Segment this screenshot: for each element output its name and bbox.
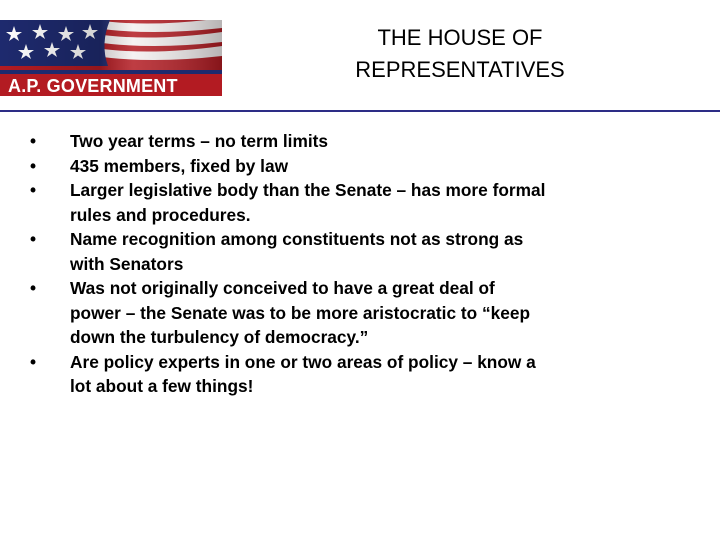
bullet-list [30, 129, 690, 399]
ap-government-banner [0, 20, 222, 96]
bullet-text: down the turbulency of democracy.” [70, 327, 369, 347]
bullet-item [30, 276, 690, 350]
slide-title-line: THE HOUSE OF [377, 25, 543, 50]
bullet-icon: • [30, 278, 37, 298]
bullet-text: Was not originally conceived to have a great deal of [70, 278, 495, 298]
bullet-icon: • [30, 351, 37, 372]
bullet-text: power – the Senate was to be more aristocratic to “keep [70, 302, 531, 323]
bullet-text: with Senators [70, 253, 184, 274]
bullet-icon: • [30, 229, 37, 249]
bullet-icon: • [30, 155, 37, 176]
bullet-text: Larger legislative body than the Senate – has more formal [70, 180, 546, 200]
bullet-icon: • [30, 131, 37, 151]
bullet-item [30, 129, 690, 154]
slide-title [300, 22, 620, 86]
bullet-text: lot about a few things! [70, 376, 254, 396]
bullet-text: Two year terms – no term limits [70, 131, 329, 151]
bullet-item [30, 178, 690, 227]
slide-title-line: REPRESENTATIVES [355, 57, 565, 82]
banner-label: A.P. GOVERNMENT [8, 76, 178, 96]
bullet-item [30, 350, 690, 399]
bullet-item [30, 227, 690, 276]
bullet-text: Are policy experts in one or two areas of policy – know a [70, 351, 536, 372]
bullet-icon: • [30, 180, 37, 200]
bullet-text: Name recognition among constituents not as strong as [70, 229, 524, 249]
bullet-item [30, 154, 690, 179]
bullet-text: rules and procedures. [70, 204, 251, 225]
title-divider [0, 110, 720, 112]
bullet-text: 435 members, fixed by law [70, 155, 289, 176]
